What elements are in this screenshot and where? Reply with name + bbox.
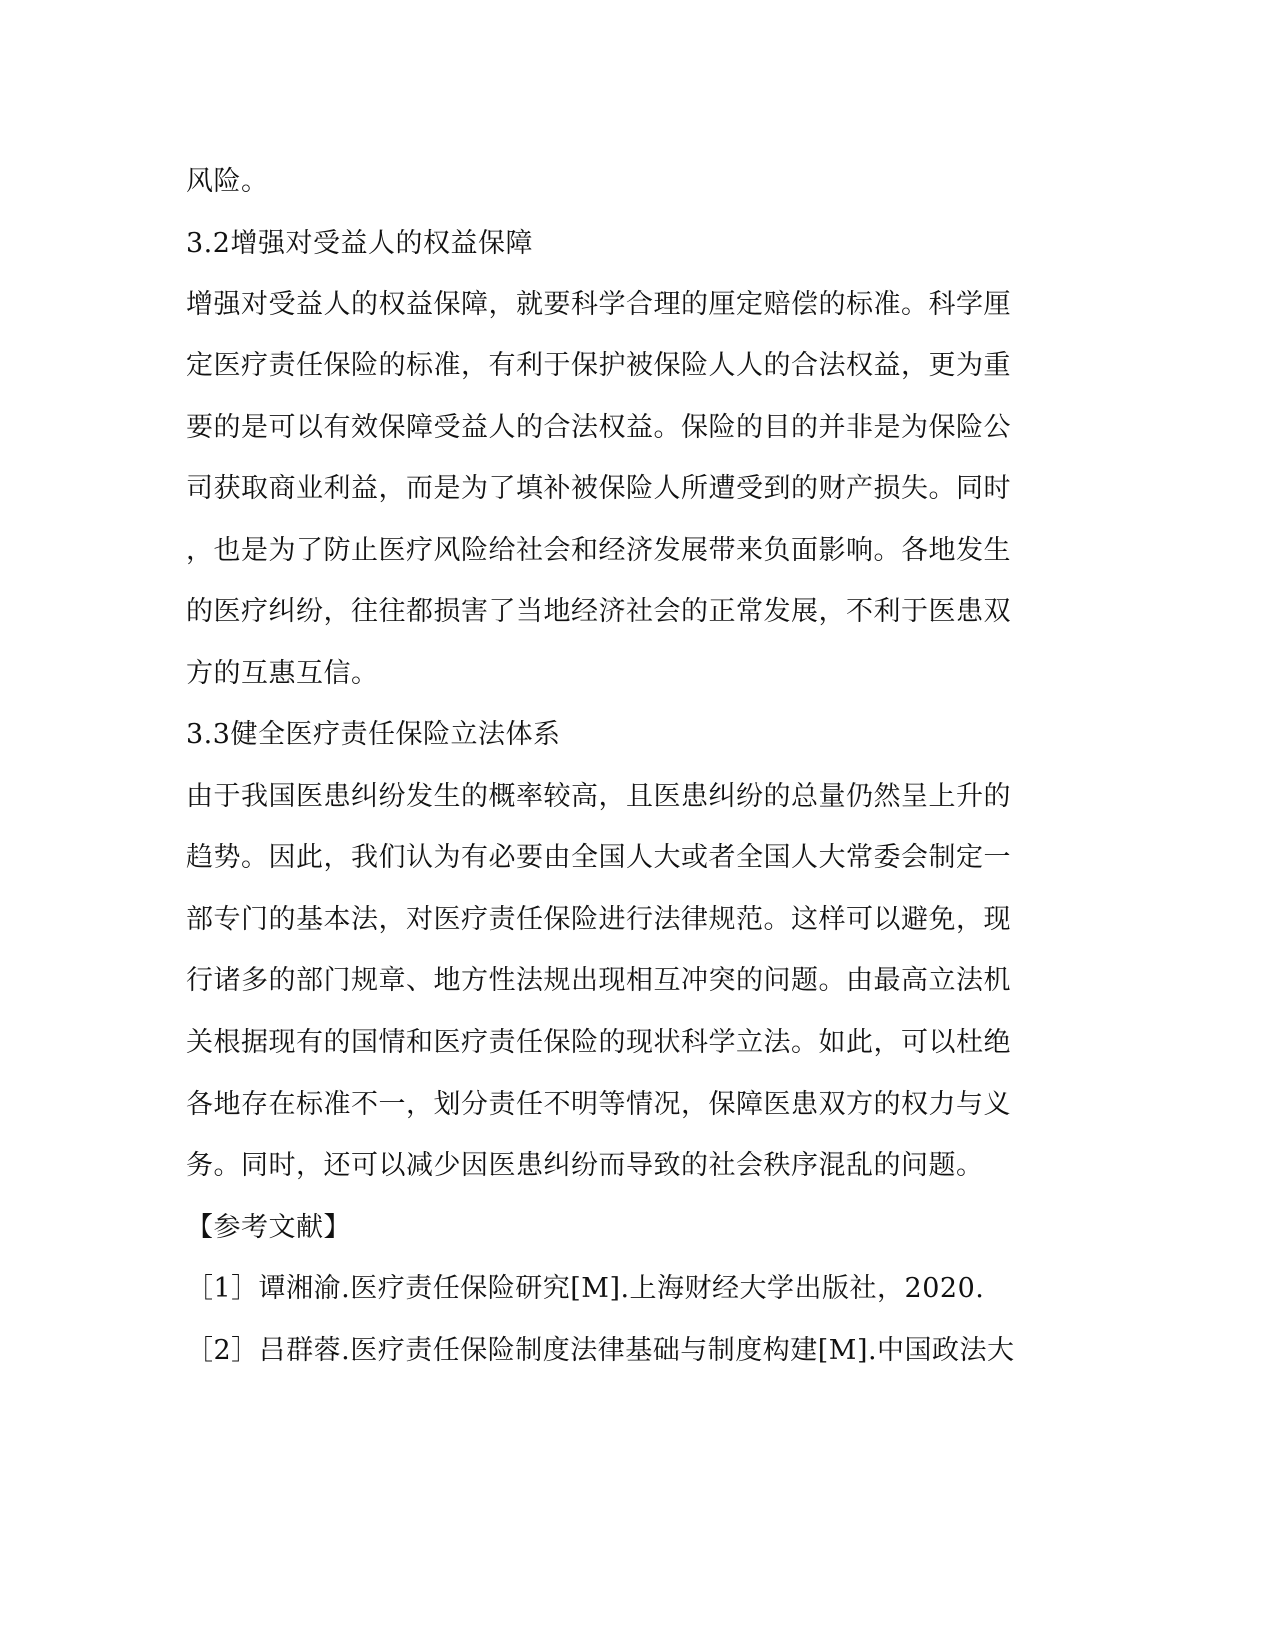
paragraph-line: 的医疗纠纷，往往都损害了当地经济社会的正常发展，不利于医患双	[186, 596, 1011, 627]
paragraph-line: 要的是可以有效保障受益人的合法权益。保险的目的并非是为保险公	[186, 412, 1011, 443]
paragraph-line: 定医疗责任保险的标准，有利于保护被保险人人的合法权益，更为重	[186, 350, 1011, 381]
paragraph-line: 方的互惠互信。	[186, 658, 379, 689]
paragraph-line: 各地存在标准不一，划分责任不明等情况，保障医患双方的权力与义	[186, 1089, 1011, 1120]
paragraph-line: 行诸多的部门规章、地方性法规出现相互冲突的问题。由最高立法机	[186, 965, 1011, 996]
reference-item-1: ［1］谭湘渝.医疗责任保险研究[M].上海财经大学出版社，2020.	[186, 1273, 985, 1304]
section-heading-3-3: 3.3健全医疗责任保险立法体系	[186, 719, 561, 750]
paragraph-line: 风险。	[186, 166, 269, 197]
paragraph-line: 务。同时，还可以减少因医患纠纷而导致的社会秩序混乱的问题。	[186, 1150, 984, 1181]
section-heading-3-2: 3.2增强对受益人的权益保障	[186, 228, 533, 259]
reference-item-2: ［2］吕群蓉.医疗责任保险制度法律基础与制度构建[M].中国政法大	[186, 1335, 1015, 1366]
paragraph-line: 部专门的基本法，对医疗责任保险进行法律规范。这样可以避免，现	[186, 904, 1011, 935]
paragraph-line: 关根据现有的国情和医疗责任保险的现状科学立法。如此，可以杜绝	[186, 1027, 1011, 1058]
paragraph-line: 司获取商业利益，而是为了填补被保险人所遭受到的财产损失。同时	[186, 473, 1011, 504]
paragraph-line: 增强对受益人的权益保障，就要科学合理的厘定赔偿的标准。科学厘	[186, 289, 1011, 320]
references-heading: 【参考文献】	[186, 1212, 351, 1243]
paragraph-line: 由于我国医患纠纷发生的概率较高，且医患纠纷的总量仍然呈上升的	[186, 781, 1011, 812]
paragraph-line: ，也是为了防止医疗风险给社会和经济发展带来负面影响。各地发生	[186, 535, 1011, 566]
paragraph-line: 趋势。因此，我们认为有必要由全国人大或者全国人大常委会制定一	[186, 842, 1011, 873]
